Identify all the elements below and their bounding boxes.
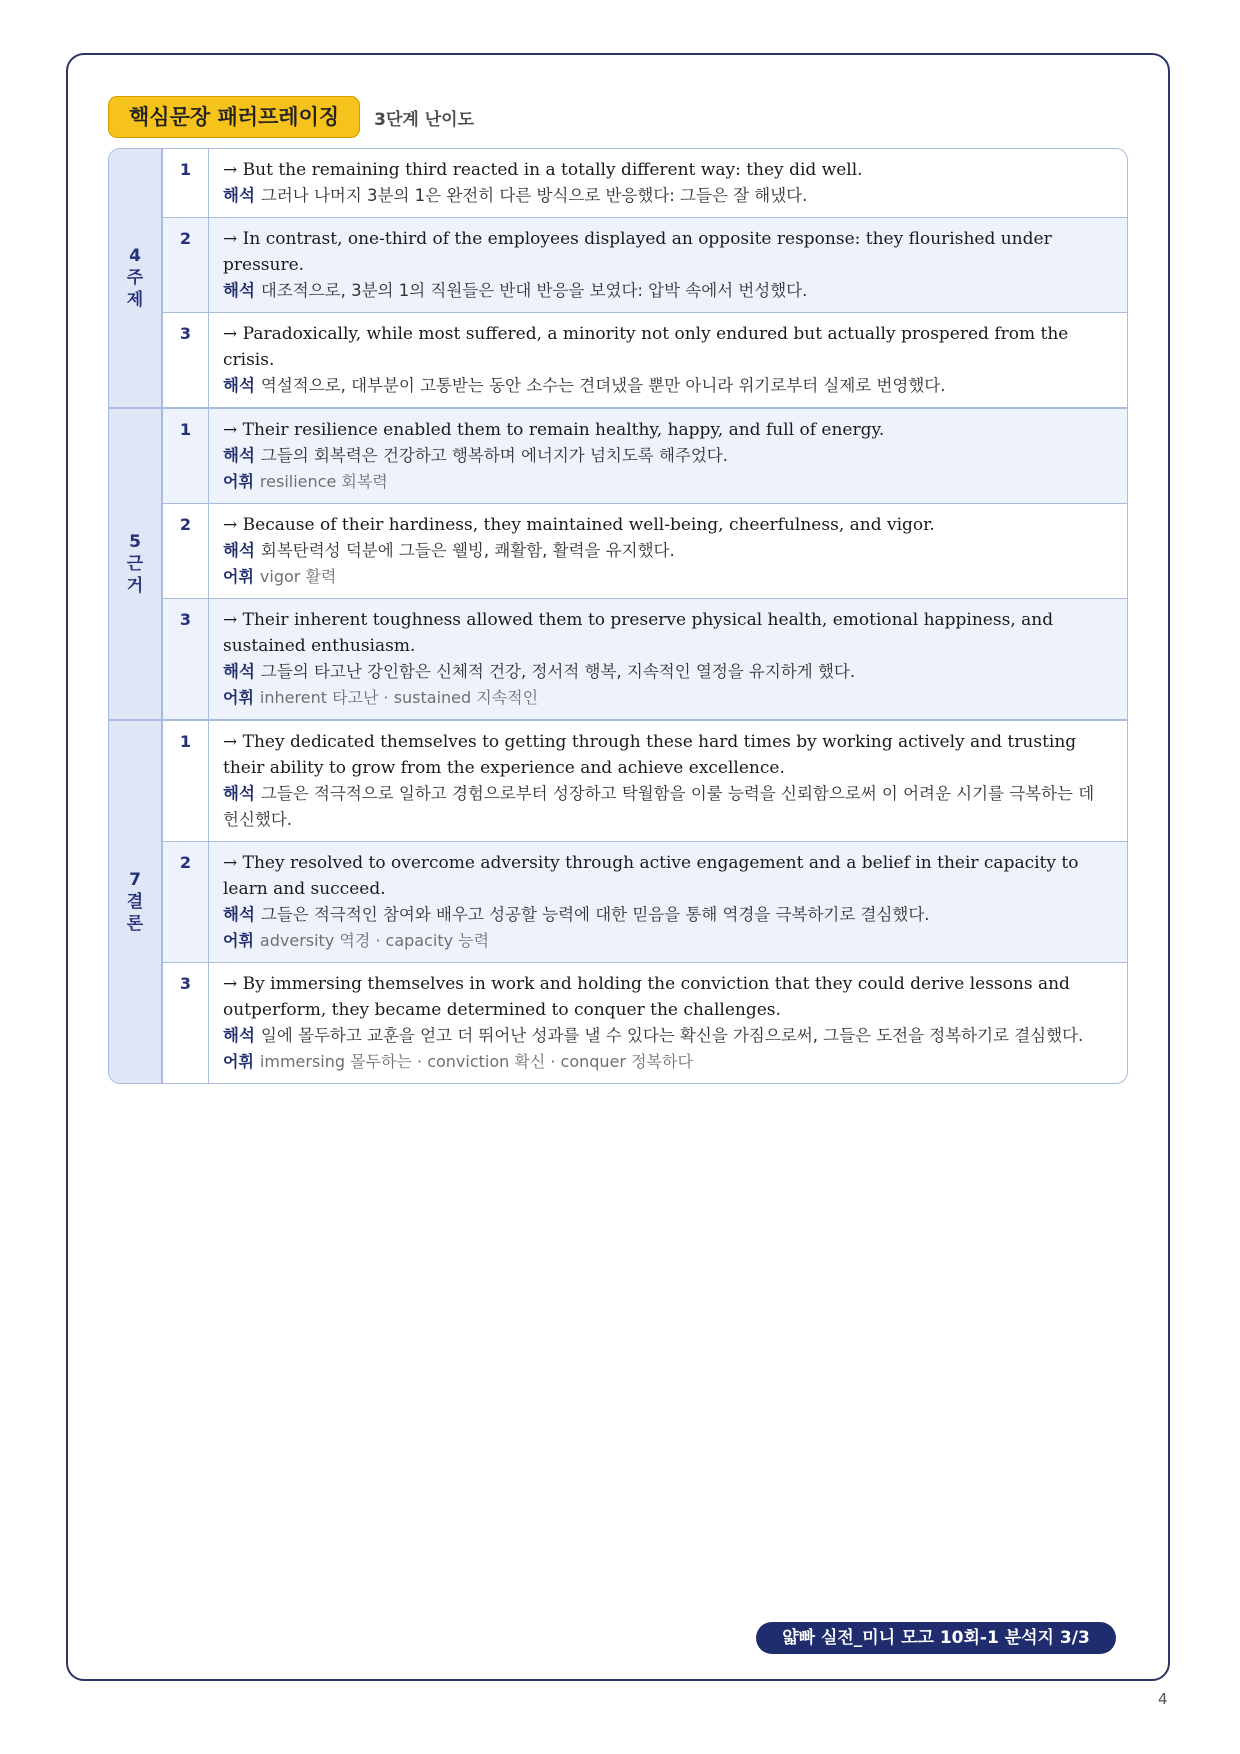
vocab-text: inherent 타고난 · sustained 지속적인	[259, 688, 539, 707]
paraphrase-korean	[223, 538, 1115, 564]
paraphrase-english: → Because of their hardiness, they maintained well-being, cheerfulness, and vigor.	[223, 515, 935, 535]
korean-text: 일에 몰두하고 교훈을 얻고 더 뛰어난 성과를 낼 수 있다는 확신을 가짐으로써, 그들은 도전을 정복하기로 결심했다.	[260, 1026, 1084, 1045]
row-number: 1	[163, 721, 209, 841]
table-row	[163, 149, 1127, 217]
vocab-text: immersing 몰두하는 · conviction 확신 · conquer 정복하다	[259, 1052, 693, 1071]
section-char: 론	[126, 914, 144, 934]
section-char: 거	[126, 576, 144, 596]
table-row	[163, 217, 1127, 312]
paraphrase-english: → By immersing themselves in work and holding the conviction that they could derive lessons and outperform, they became determined to conquer the challenges.	[223, 974, 1070, 1020]
vocab-label: 어휘	[223, 567, 254, 586]
paraphrase-english: → In contrast, one-third of the employees displayed an opposite response: they flourished under pressure.	[223, 229, 1052, 275]
section-number: 7	[129, 870, 141, 890]
interp-label: 해석	[223, 186, 255, 205]
paraphrase-korean	[223, 443, 1115, 469]
paraphrase-english: → They dedicated themselves to getting through these hard times by working actively and trusting their ability to grow from the experience and achieve excellence.	[223, 732, 1077, 778]
paraphrase-korean	[223, 781, 1115, 833]
vocab-text: resilience 회복력	[259, 472, 388, 491]
row-number: 2	[163, 218, 209, 312]
table-row	[163, 503, 1127, 598]
korean-text: 역설적으로, 대부분이 고통받는 동안 소수는 견뎌냈을 뿐만 아니라 위기로부터 실제로 번영했다.	[260, 376, 946, 395]
difficulty-label: 3단계 난이도	[374, 109, 475, 130]
paraphrase-english: → Their inherent toughness allowed them to preserve physical health, emotional happiness, and sustained enthusiasm.	[223, 610, 1054, 656]
page-number: 4	[1158, 1690, 1168, 1708]
section-char: 결	[126, 892, 144, 912]
paraphrase-english: → But the remaining third reacted in a totally different way: they did well.	[223, 160, 863, 180]
table-row	[163, 962, 1127, 1083]
paraphrase-english: → Their resilience enabled them to remain healthy, happy, and full of energy.	[223, 420, 885, 440]
section-group-7	[109, 719, 1127, 1083]
interp-label: 해석	[223, 784, 255, 803]
paraphrase-korean	[223, 183, 1115, 209]
interp-label: 해석	[223, 662, 255, 681]
vocab-label: 어휘	[223, 472, 254, 491]
interp-label: 해석	[223, 905, 255, 924]
section-header	[108, 96, 474, 138]
paraphrase-english: → Paradoxically, while most suffered, a minority not only endured but actually prospered from the crisis.	[223, 324, 1069, 370]
interp-label: 해석	[223, 446, 255, 465]
table-row	[163, 721, 1127, 841]
section-group-4	[109, 149, 1127, 407]
vocab-line	[223, 1049, 1115, 1075]
row-number: 3	[163, 599, 209, 719]
korean-text: 그러나 나머지 3분의 1은 완전히 다른 방식으로 반응했다: 그들은 잘 해냈다.	[260, 186, 808, 205]
paraphrase-korean	[223, 902, 1115, 928]
vocab-label: 어휘	[223, 688, 254, 707]
section-char: 제	[126, 290, 144, 310]
vocab-line	[223, 928, 1115, 954]
table-row	[163, 841, 1127, 962]
vocab-line	[223, 469, 1115, 495]
row-number: 2	[163, 504, 209, 598]
vocab-text: adversity 역경 · capacity 능력	[259, 931, 490, 950]
korean-text: 대조적으로, 3분의 1의 직원들은 반대 반응을 보였다: 압박 속에서 번성했다.	[260, 281, 808, 300]
section-side-label	[109, 409, 163, 719]
vocab-label: 어휘	[223, 1052, 254, 1071]
interp-label: 해석	[223, 281, 255, 300]
footer-badge: 얇빠 실전_미니 모고 10회-1 분석지 3/3	[756, 1622, 1116, 1654]
vocab-line	[223, 685, 1115, 711]
paraphrase-korean	[223, 1023, 1115, 1049]
row-number: 1	[163, 149, 209, 217]
table-row	[163, 409, 1127, 503]
paraphrase-korean	[223, 278, 1115, 304]
section-side-label	[109, 149, 163, 407]
korean-text: 그들의 타고난 강인함은 신체적 건강, 정서적 행복, 지속적인 열정을 유지하게 했다.	[260, 662, 856, 681]
korean-text: 그들의 회복력은 건강하고 행복하며 에너지가 넘치도록 해주었다.	[260, 446, 728, 465]
table-row	[163, 312, 1127, 407]
section-number: 4	[129, 246, 141, 266]
section-number: 5	[129, 532, 141, 552]
interp-label: 해석	[223, 376, 255, 395]
row-number: 3	[163, 313, 209, 407]
vocab-line	[223, 564, 1115, 590]
vocab-label: 어휘	[223, 931, 254, 950]
paraphrase-table	[108, 148, 1128, 1084]
korean-text: 그들은 적극적인 참여와 배우고 성공할 능력에 대한 믿음을 통해 역경을 극복하기로 결심했다.	[260, 905, 930, 924]
interp-label: 해석	[223, 1026, 255, 1045]
vocab-text: vigor 활력	[259, 567, 337, 586]
section-char: 근	[126, 554, 144, 574]
table-row	[163, 598, 1127, 719]
interp-label: 해석	[223, 541, 255, 560]
row-number: 3	[163, 963, 209, 1083]
paraphrase-korean	[223, 659, 1115, 685]
row-number: 1	[163, 409, 209, 503]
section-title: 핵심문장 패러프레이징	[108, 96, 360, 138]
korean-text: 회복탄력성 덕분에 그들은 웰빙, 쾌활함, 활력을 유지했다.	[260, 541, 675, 560]
section-group-5	[109, 407, 1127, 719]
section-side-label	[109, 721, 163, 1083]
row-number: 2	[163, 842, 209, 962]
paraphrase-korean	[223, 373, 1115, 399]
section-char: 주	[126, 268, 144, 288]
korean-text: 그들은 적극적으로 일하고 경험으로부터 성장하고 탁월함을 이룰 능력을 신뢰함으로써 이 어려운 시기를 극복하는 데 헌신했다.	[223, 784, 1095, 829]
paraphrase-english: → They resolved to overcome adversity through active engagement and a belief in their capacity to learn and succeed.	[223, 853, 1079, 899]
